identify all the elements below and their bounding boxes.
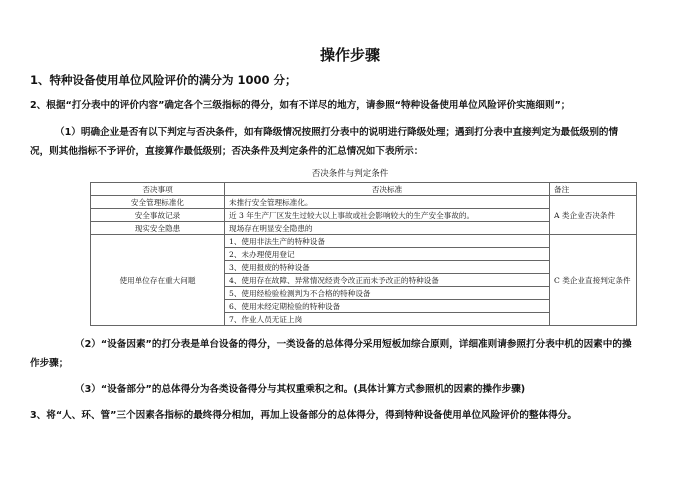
row-item: 现实安全隐患 — [91, 222, 225, 235]
group-standard: 4、使用存在故障、异常情况经责令改正而未予改正的特种设备 — [225, 274, 550, 287]
row-item: 安全事故记录 — [91, 209, 225, 222]
paragraph-6: 3、将“人、环、管”三个因素各指标的最终得分相加，再加上设备部分的总体得分，得到特种设备使用单位风险评价的整体得分。 — [30, 410, 577, 421]
table-row — [91, 196, 637, 209]
group-standard: 7、作业人员无证上岗 — [225, 313, 550, 326]
paragraph-1: 1、特种设备使用单位风险评价的满分为 1000 分； — [30, 73, 297, 87]
header-note: 备注 — [550, 183, 637, 196]
group-standard: 5、使用经检验检测判为不合格的特种设备 — [225, 287, 550, 300]
header-standard: 否决标准 — [225, 183, 550, 196]
paragraph-4-line-2: 作步骤； — [30, 358, 69, 369]
header-item: 否决事项 — [91, 183, 225, 196]
row-item: 安全管理标准化 — [91, 196, 225, 209]
group-standard: 6、使用未经定期检验的特种设备 — [225, 300, 550, 313]
veto-conditions-table — [90, 182, 637, 326]
row-standard: 未推行安全管理标准化。 — [225, 196, 550, 209]
paragraph-5: （3）“设备部分”的总体得分为各类设备得分与其权重乘积之和。(具体计算方式参照机的因素的操作步骤) — [75, 384, 526, 395]
group-standard: 2、未办理使用登记 — [225, 248, 550, 261]
table-header-row — [91, 183, 637, 196]
paragraph-2: 2、根据“打分表中的评价内容”确定各个三级指标的得分，如有不详尽的地方，请参照“特种设备使用单位风险评价实施细则”； — [30, 100, 571, 111]
note-a: A 类企业否决条件 — [550, 196, 637, 235]
group-item: 使用单位存在重大问题 — [91, 235, 225, 326]
group-standard: 3、使用报废的特种设备 — [225, 261, 550, 274]
page-title: 操作步骤 — [319, 46, 380, 64]
paragraph-3-line-1: （1）明确企业是否有以下判定与否决条件，如有降级情况按照打分表中的说明进行降级处理；遇到打分表中直接判定为最低级别的情 — [55, 127, 619, 138]
row-standard: 近 3 年生产厂区发生过较大以上事故或社会影响较大的生产安全事故的。 — [225, 209, 550, 222]
row-standard: 现场存在明显安全隐患的 — [225, 222, 550, 235]
table-caption: 否决条件与判定条件 — [311, 169, 389, 179]
paragraph-3-line-2: 况，则其他指标不予评价，直接算作最低级别；否决条件及判定条件的汇总情况如下表所示： — [30, 146, 424, 157]
group-standard: 1、使用非法生产的特种设备 — [225, 235, 550, 248]
note-c: C 类企业直接判定条件 — [550, 235, 637, 326]
table-row — [91, 235, 637, 248]
paragraph-4-line-1: （2）“设备因素”的打分表是单台设备的得分，一类设备的总体得分采用短板加综合原则，详细准则请参照打分表中机的因素中的操 — [75, 339, 632, 350]
